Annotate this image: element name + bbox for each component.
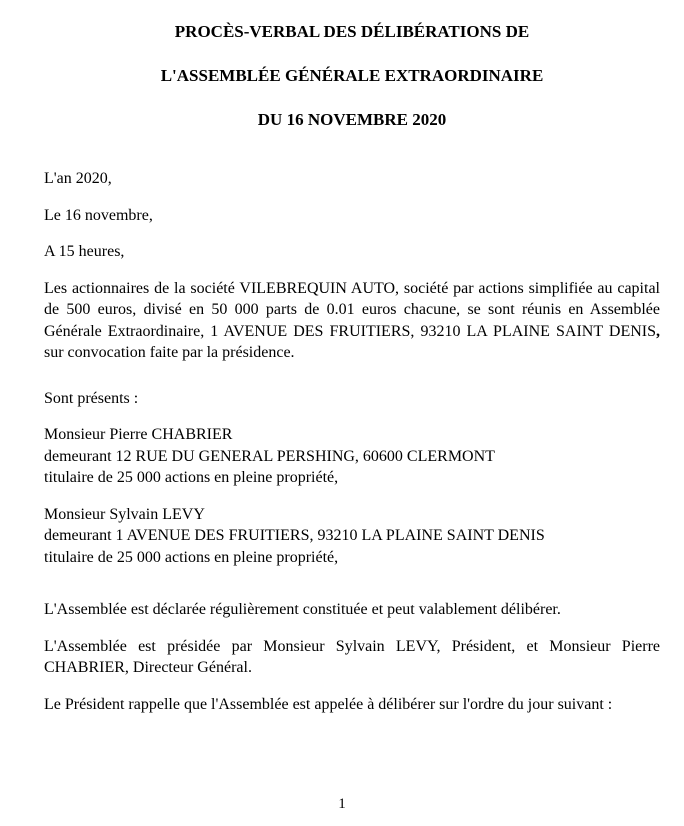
convocation-line-3 (44, 321, 660, 343)
attendee-shares: titulaire de 25 000 actions en pleine propriété, (44, 469, 339, 486)
attendees-heading: Sont présents : (44, 389, 139, 407)
attendee-block-chabrier (44, 424, 660, 489)
statement-presidence-line-2: CHABRIER, Directeur Général. (44, 659, 252, 676)
statement-presidence-line-1: L'Assemblée est présidée par Monsieur Sylvain LEVY, Président, et Monsieur Pierre (44, 637, 660, 655)
attendee-name: Monsieur Sylvain LEVY (44, 505, 205, 523)
convocation-line-3-text: Générale Extraordinaire, 1 AVENUE DES FRUITIERS, 93210 LA PLAINE SAINT DENIS (44, 322, 656, 340)
statement-constitution: L'Assemblée est déclarée régulièrement constituée et peut valablement délibérer. (44, 601, 561, 618)
attendee-name: Monsieur Pierre CHABRIER (44, 426, 233, 443)
attendee-block-levy (44, 504, 660, 569)
attendee-address: demeurant 12 RUE DU GENERAL PERSHING, 60600 CLERMONT (44, 447, 495, 465)
attendee-address: demeurant 1 AVENUE DES FRUITIERS, 93210 LA PLAINE SAINT DENIS (44, 527, 545, 544)
convocation-line-2: de 500 euros, divisé en 50 000 parts de 0.01 euros chacune, se sont réunis en Assemblée (44, 301, 660, 318)
statement-agenda-intro: Le Président rappelle que l'Assemblée est appelée à délibérer sur l'ordre du jour suivant : (44, 695, 613, 713)
document-title-line-3: DU 16 NOVEMBRE 2020 (257, 110, 447, 129)
convocation-line-4: sur convocation faite par la présidence. (44, 344, 295, 361)
convocation-bold-comma: , (656, 322, 660, 340)
statement-presidence (44, 636, 660, 679)
convocation-line-1: Les actionnaires de la société VILEBREQUIN AUTO, société par actions simplifiée au capital (44, 279, 660, 297)
intro-time-line: A 15 heures, (44, 243, 125, 260)
page-number: 1 (338, 796, 346, 812)
convocation-paragraph (44, 278, 660, 364)
attendee-shares: titulaire de 25 000 actions en pleine propriété, (44, 548, 339, 566)
intro-date-line: Le 16 novembre, (44, 206, 153, 224)
document-title-line-1: PROCÈS-VERBAL DES DÉLIBÉRATIONS DE (174, 22, 530, 41)
intro-year-line: L'an 2020, (44, 170, 112, 187)
document-title-line-2: L'ASSEMBLÉE GÉNÉRALE EXTRAORDINAIRE (160, 66, 544, 85)
